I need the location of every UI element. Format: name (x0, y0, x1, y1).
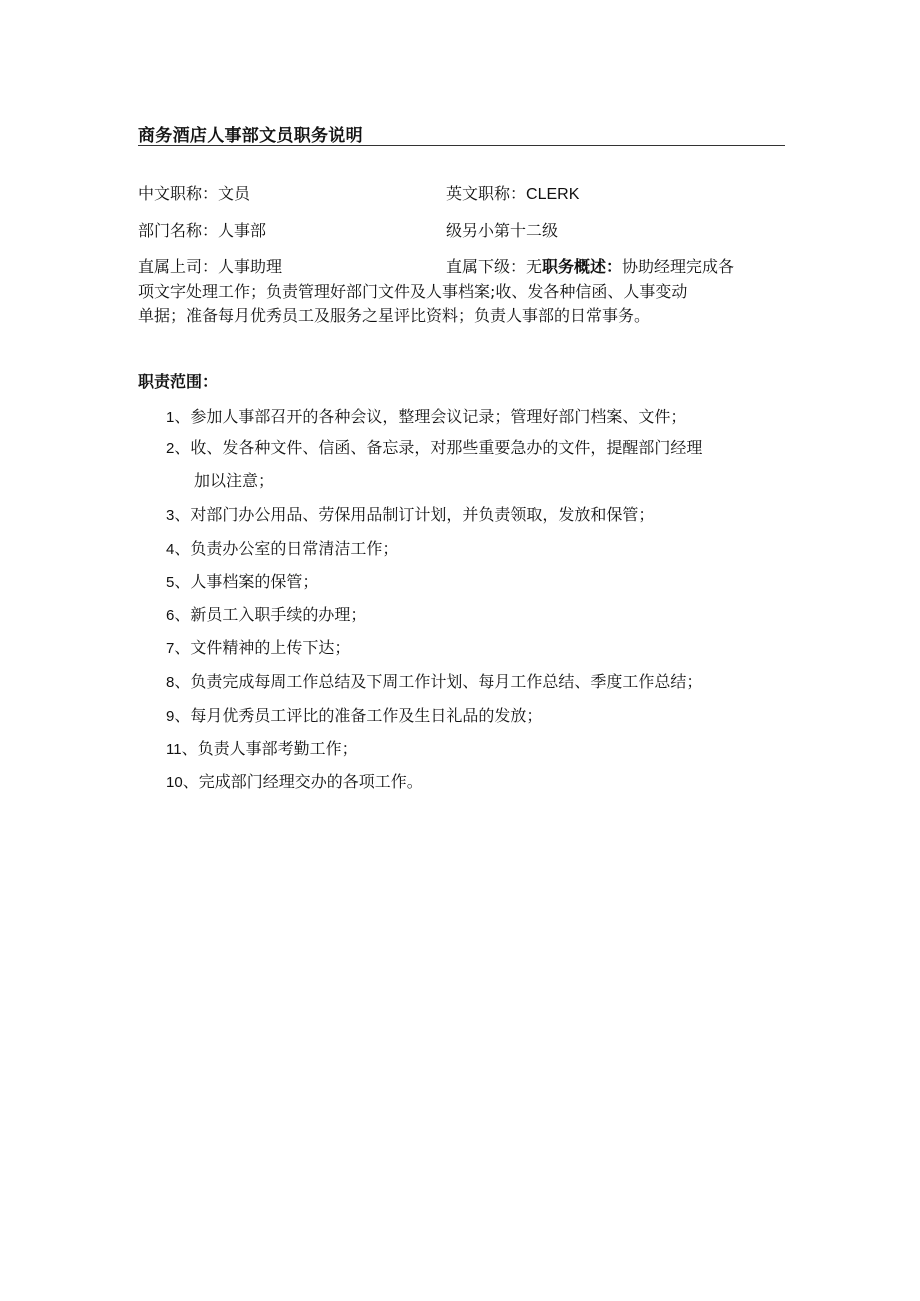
duty-number: 10 (166, 774, 183, 791)
department-value: 人事部 (218, 221, 267, 240)
superior-label: 直属上司： (138, 257, 219, 276)
subordinate-value: 无 (526, 257, 543, 276)
overview-line2: 项文字处理工作；负责管理好部门文件及人事档案;收、发各种信函、人事变动 (138, 282, 688, 301)
duty-number: 1 (166, 409, 175, 426)
duty-text: 、人事档案的保管； (174, 572, 319, 591)
subordinate-label: 直属下级： (446, 257, 527, 276)
duty-text: 、每月优秀员工评比的准备工作及生日礼品的发放； (174, 706, 543, 725)
title-underline (138, 145, 785, 146)
department-label: 部门名称： (138, 221, 219, 240)
cn-title-label: 中文职称： (138, 184, 219, 203)
duty-number: 8 (166, 674, 175, 691)
duty-number: 6 (166, 607, 175, 624)
cn-title-field (138, 181, 250, 204)
duty-number: 4 (166, 541, 175, 558)
duty-text: 、负责完成每周工作总结及下周工作计划、每月工作总结、季度工作总结； (174, 672, 703, 691)
grade-field: 级另小第十二级 (446, 221, 559, 240)
duty-item-5 (166, 569, 318, 592)
document-title: 商务酒店人事部文员职务说明 (138, 126, 363, 146)
duty-item-8 (166, 669, 702, 692)
subordinate-and-overview (446, 254, 734, 277)
duty-item-4 (166, 536, 398, 559)
duties-heading: 职责范围： (138, 372, 219, 391)
overview-line3: 单据；准备每月优秀员工及服务之星评比资料；负责人事部的日常事务。 (138, 306, 651, 325)
superior-field (138, 254, 282, 277)
duty-text: 、参加人事部召开的各种会议，整理会议记录；管理好部门档案、文件； (174, 407, 687, 426)
duty-text: 、负责办公室的日常清洁工作； (174, 539, 399, 558)
en-title-field (446, 181, 579, 204)
superior-value: 人事助理 (218, 257, 283, 276)
duty-number: 11 (166, 741, 182, 758)
en-title-label: 英文职称： (446, 184, 527, 203)
duty-item-7 (166, 635, 350, 658)
duty-item-9 (166, 703, 542, 726)
duty-item-2-continuation (194, 468, 274, 491)
duty-number: 2 (166, 440, 175, 457)
duty-text: 、收、发各种文件、信函、备忘录，对那些重要急办的文件，提醒部门经理 (174, 438, 703, 457)
duty-text: 、文件精神的上传下达； (174, 638, 351, 657)
duty-text: 、对部门办公用品、劳保用品制订计划，并负责领取，发放和保管； (174, 505, 655, 524)
duty-item-6 (166, 602, 366, 625)
duty-number: 5 (166, 574, 175, 591)
duty-number: 7 (166, 640, 175, 657)
duty-item-2 (166, 435, 702, 458)
duty-item-3 (166, 502, 654, 525)
duty-item-1 (166, 404, 686, 427)
duty-text: 、完成部门经理交办的各项工作。 (182, 772, 423, 791)
duty-item-10 (166, 769, 423, 792)
duty-item-11 (166, 736, 358, 759)
overview-label: 职务概述： (542, 257, 623, 276)
duty-text: 、新员工入职手续的办理； (174, 605, 367, 624)
duty-number: 3 (166, 507, 175, 524)
cn-title-value: 文员 (218, 184, 251, 203)
en-title-value: CLERK (526, 186, 580, 203)
duty-text: 、负责人事部考勤工作； (181, 739, 358, 758)
overview-line1: 协助经理完成各 (622, 257, 735, 276)
duty-text: 加以注意； (194, 471, 275, 490)
duty-number: 9 (166, 708, 175, 725)
department-field (138, 218, 266, 241)
